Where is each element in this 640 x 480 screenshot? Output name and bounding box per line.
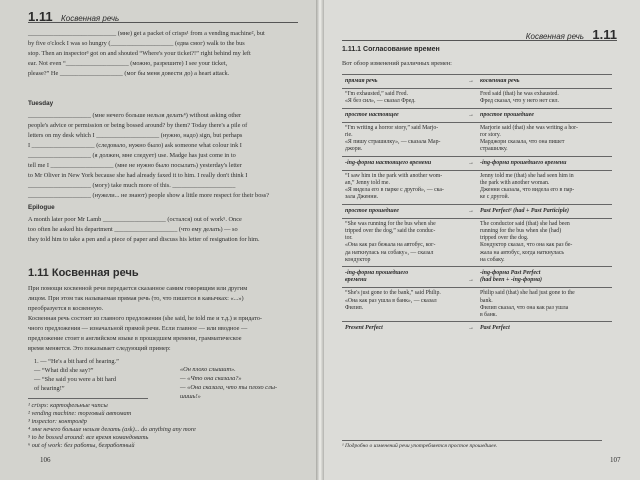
arrow-icon: → xyxy=(468,111,474,118)
text-line: Косвенная речь состоит из главного предложения (she said, he told me и т.д.) и придато- xyxy=(28,315,262,322)
tuesday-label: Tuesday xyxy=(28,100,54,107)
left-cell xyxy=(342,108,477,122)
section-title: 1.11 Косвенная речь xyxy=(28,267,139,279)
tense-header-row xyxy=(342,108,612,122)
text-line: ____________________________ (мне) get a packet of crisps¹ from a vending machine², but xyxy=(28,30,265,37)
right-page xyxy=(320,0,640,480)
right-page-number: 107 xyxy=(610,456,621,464)
cell-text: “She's just gone to the bank,” said Philip. «Она как раз ушла в банк», — сказал Филип. xyxy=(345,290,441,311)
cell-text: “I saw him in the park with another wom- an,” Jenny told me. «Я видела его в парке с другой», — ска- зала Дженни. xyxy=(345,172,444,201)
footnote-line: ² vending machine: торговый автомат xyxy=(28,410,132,417)
text-line: лицом. При этом так называемая прямая речь (то, что пишется в кавычках: «...») xyxy=(28,295,244,302)
tense-header-row xyxy=(342,204,612,218)
left-page-number: 106 xyxy=(40,456,51,464)
left-cell xyxy=(342,267,477,288)
example-ru-line: шишь!» xyxy=(180,393,201,400)
right-section-number: 1.11 xyxy=(592,27,617,42)
example-line: 1. — “He's a bit hard of hearing.” xyxy=(34,358,119,365)
cell-text: простое прошедшее xyxy=(345,207,399,214)
right-cell xyxy=(477,288,612,322)
arrow-icon: → xyxy=(468,78,474,84)
text-line: tell me I ____________________ (мне не нужно было посылать) yesterday's letter xyxy=(28,162,242,169)
left-section-name: Косвенная речь xyxy=(61,14,120,23)
text-line: people's advice or permission or being bossed around? by them? Today there's a pile of xyxy=(28,122,248,129)
cell-text: Past Perfect xyxy=(480,325,510,332)
text-line: to Mr Oliver in New York because she had already faxed it to him. I really don't think I xyxy=(28,172,248,179)
left-cell xyxy=(342,170,477,204)
cell-text: -ing-форма прошедшего времени xyxy=(345,270,409,284)
footnote-line: ⁶ out of work: без работы, безработный xyxy=(28,442,135,449)
example-ru-line: «Он плохо слышит». xyxy=(180,366,236,373)
left-section-number: 1.11 xyxy=(28,9,53,24)
right-cell xyxy=(477,122,612,156)
book-gutter xyxy=(316,0,324,480)
cell-text: -ing-форма настоящего времени xyxy=(345,159,432,166)
text-line: ear. Not even “____________________ (можно, разрешите) I see your ticket, xyxy=(28,60,228,67)
example-row xyxy=(342,288,612,322)
footnote-line: ¹ crisps: картофельные чипсы xyxy=(28,402,108,409)
tense-header-row xyxy=(342,75,612,89)
cell-text: косвенная речь xyxy=(480,78,520,84)
cell-text: простое прошедшее xyxy=(480,111,534,118)
footnote-line: ³ inspector: контролёр xyxy=(28,418,87,425)
right-cell xyxy=(477,156,612,170)
text-line: преобразуется в косвенную. xyxy=(28,305,104,312)
subsection-title: 1.11.1 Согласование времен xyxy=(342,46,440,53)
text-line: by five o'clock I was so hungry (____________________ (едва смог) walk to the bus xyxy=(28,40,245,47)
example-row xyxy=(342,170,612,204)
cell-text: “She was running for the bus when she tripped over the dog,” said the conduc- tor. «Она как раз бежала на автобус, ког- да наткнулась на собаку», — сказал кондуктор xyxy=(345,220,436,263)
example-row xyxy=(342,122,612,156)
cell-text: Fred said (that) he was exhausted. Фред сказал, что у него нет сил. xyxy=(480,91,559,105)
cell-text: “I'm writing a horror story,” said Marjo- rie. «Я пишу страшилку», — сказала Мар- джори. xyxy=(345,124,441,153)
left-cell xyxy=(342,89,477,108)
left-running-header xyxy=(28,8,298,23)
example-line: — “What did she say?” xyxy=(34,367,94,374)
left-cell xyxy=(342,75,477,89)
arrow-icon: → xyxy=(468,277,474,284)
left-cell xyxy=(342,156,477,170)
tense-header-row xyxy=(342,267,612,288)
arrow-icon: → xyxy=(468,159,474,166)
right-cell xyxy=(477,108,612,122)
table-intro: Вот обзор изменений различных времен: xyxy=(342,60,452,67)
arrow-icon: → xyxy=(468,325,474,332)
right-footnote: ¹ Подробно о изменений речи употребляется простое прошедшее. xyxy=(342,440,602,449)
text-line: letters on my desk which I ____________________ (нужно, надо) sign, but perhaps xyxy=(28,132,243,139)
footnote-rule xyxy=(28,398,148,399)
text-line: stop. Then an inspector³ got on and shouted “Where's your ticket?!” right behind my left xyxy=(28,50,251,57)
example-line: — “She said you were a bit hard xyxy=(34,376,117,383)
text-line: предложение стоит в английском языке в прошедшем времени, грамматическое xyxy=(28,335,242,342)
cell-text: Past Perfect¹ (had + Past Participle) xyxy=(480,207,570,214)
tense-header-row xyxy=(342,322,612,336)
example-line: of hearing!” xyxy=(34,385,65,392)
text-line: A month later poor Mr Lamb ____________________ (остался) out of work⁵. Once xyxy=(28,216,242,223)
text-line: ____________________ (я должен, мне следует) use. Madge has just come in to xyxy=(28,152,236,159)
epilogue-label: Epilogue xyxy=(28,204,55,211)
right-section-name: Косвенная речь xyxy=(525,32,584,41)
cell-text: Philip said (that) she had just gone to the bank. Филип сказал, что она как раз ушла в банк. xyxy=(480,290,575,319)
text-line: чного предложения — изначальной прямой речи. Если главное — или вводное — xyxy=(28,325,248,332)
arrow-icon: → xyxy=(468,207,474,214)
text-line: ____________________ (мне нечего больше нельзя делать⁴) without asking other xyxy=(28,112,242,119)
right-cell xyxy=(477,89,612,108)
cell-text: Jenny told me (that) she had seen him in the park with another woman. Дженни сказала, что видела его в пар- ке с другой. xyxy=(480,172,575,201)
cell-text: “I'm exhausted,” said Fred. «Я без сил», — сказал Фред. xyxy=(345,91,416,105)
text-line: they told him to take a pen and a piece of paper and discuss his letter of resignation for him. xyxy=(28,236,260,243)
left-cell xyxy=(342,204,477,218)
footnote-line: ⁴ мне нечего больше нельзя делать (ask)... do anything any more xyxy=(28,426,196,433)
example-row xyxy=(342,218,612,266)
cell-text: прямая речь xyxy=(345,78,378,84)
text-line: ____________________ (нужели... не знают) people show a little more respect for their boss? xyxy=(28,192,270,199)
text-line: При помощи косвенной речи передается сказанное самим говорящим или другим xyxy=(28,285,248,292)
example-ru-line: — «Что она сказала?» xyxy=(180,375,242,382)
footnote-line: ⁵ to be bossed around: все время командовать xyxy=(28,434,149,441)
cell-text: -ing-форма Past Perfect (had been + -ing-форма) xyxy=(480,270,543,284)
cell-text: Present Perfect xyxy=(345,325,383,332)
example-ru-line: — «Она сказала, что ты плохо слы- xyxy=(180,384,278,391)
right-running-header xyxy=(342,26,617,41)
left-cell xyxy=(342,322,477,336)
left-cell xyxy=(342,122,477,156)
right-cell xyxy=(477,322,612,336)
cell-text: -ing-форма прошедшего времени xyxy=(480,159,567,166)
text-line: время меняется. Это показывает следующий пример: xyxy=(28,345,171,352)
cell-text: простое настоящее xyxy=(345,111,399,118)
tense-table xyxy=(342,74,612,335)
example-row xyxy=(342,89,612,108)
right-cell xyxy=(477,267,612,288)
left-cell xyxy=(342,288,477,322)
text-line: I ____________________ (следовало, нужно было) ask someone what colour ink I xyxy=(28,142,242,149)
text-line: too often he asked his department ____________________ (что ему делать) — so xyxy=(28,226,238,233)
tense-header-row xyxy=(342,156,612,170)
left-cell xyxy=(342,218,477,266)
cell-text: Marjorie said (that) she was writing a hor- ror story. Марджори сказала, что она пишет страшилку. xyxy=(480,124,578,153)
text-line: please?” He ____________________ (мог бы меня довести до) a heart attack. xyxy=(28,70,230,77)
right-cell xyxy=(477,204,612,218)
right-cell xyxy=(477,218,612,266)
right-cell xyxy=(477,75,612,89)
cell-text: The conductor said (that) she had been running for the bus when she (had) tripped over the dog. Кондуктор сказал, что она как раз бе- жала на автобус, когда наткнулась на собаку. xyxy=(480,220,573,263)
right-cell xyxy=(477,170,612,204)
text-line: ____________________ (могу) take much more of this. ____________________ xyxy=(28,182,236,189)
